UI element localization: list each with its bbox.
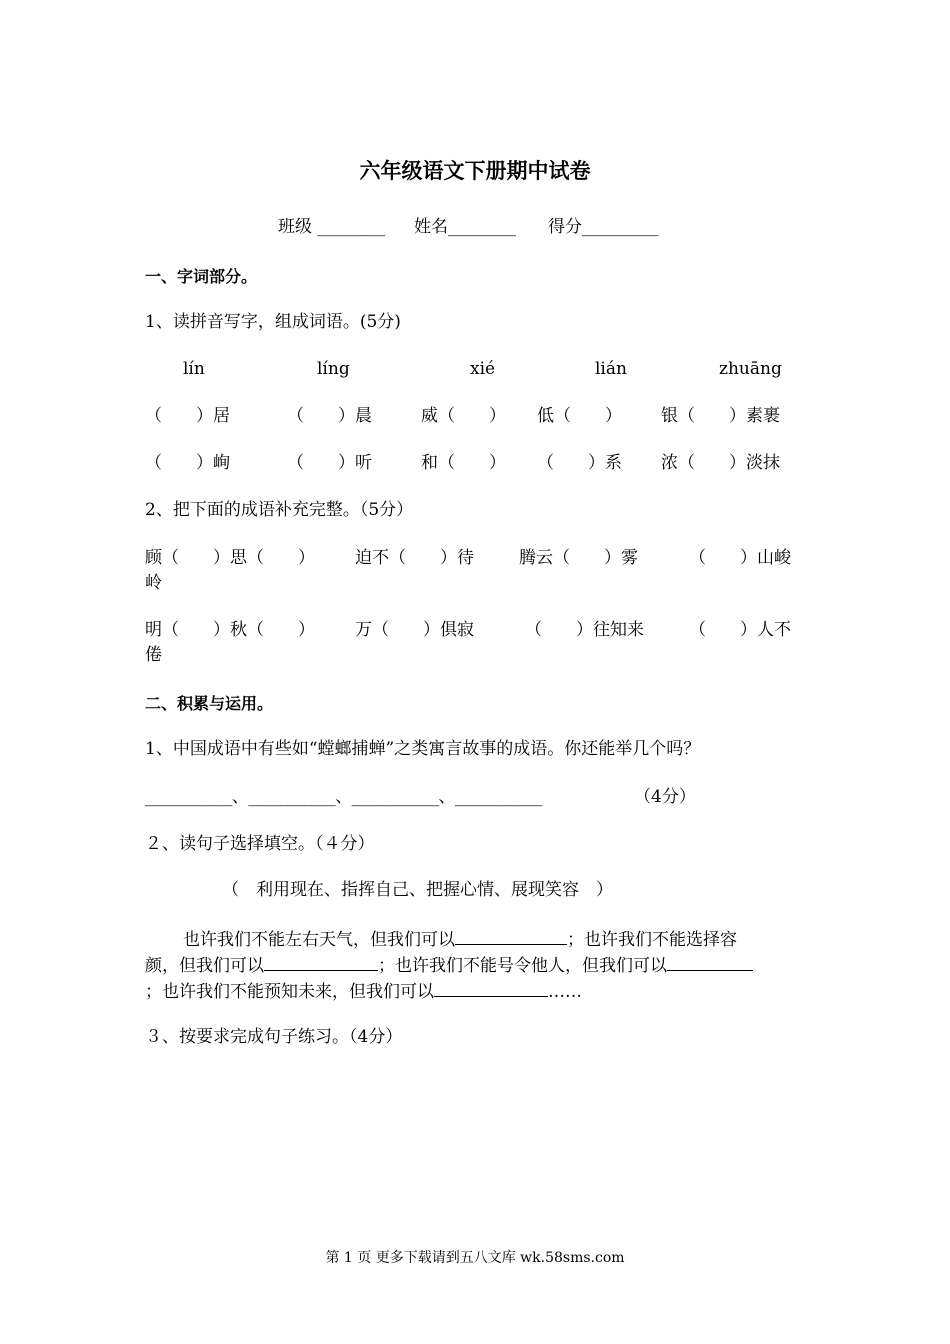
s2-q2-options: （ 利用现在、指挥自己、把握心情、展现笑容 ） xyxy=(222,880,613,900)
idiom-item: （ ）人不 xyxy=(689,620,791,640)
word-item: 威（ ） xyxy=(421,406,506,426)
word-item: （ ）听 xyxy=(287,453,372,473)
idiom-item: 腾云（ ）雾 xyxy=(519,548,638,568)
page-title: 六年级语文下册期中试卷 xyxy=(359,158,591,183)
score-field: 得分_________ xyxy=(548,217,659,237)
fill-paragraph-line-3 xyxy=(145,978,807,1005)
text-segment: 颜，但我们可以 xyxy=(145,956,264,976)
pinyin-item: zhuāng xyxy=(719,359,782,379)
answer-blank[interactable] xyxy=(455,926,567,945)
fill-paragraph-line-2 xyxy=(145,952,807,979)
answer-blank[interactable] xyxy=(667,952,753,971)
text-segment: ；也许我们不能选择容 xyxy=(567,930,737,950)
idiom-item: （ ）山峻 xyxy=(689,548,791,568)
word-item: （ ）系 xyxy=(537,453,622,473)
idiom-item: （ ）往知来 xyxy=(525,620,644,640)
s2-q2-prompt: ２、读句子选择填空。（４分） xyxy=(145,834,375,854)
idiom-item: 明（ ）秋（ ） xyxy=(145,620,315,640)
text-segment: ；也许我们不能号令他人，但我们可以 xyxy=(378,956,667,976)
idiom-answer-blanks: ___________、___________、___________、___________ xyxy=(145,787,542,807)
word-item: 浓（ ）淡抹 xyxy=(661,453,780,473)
fill-paragraph-line-1 xyxy=(145,926,807,953)
class-field: 班级 ________ xyxy=(278,217,386,237)
idiom-line-1-wrap: 岭 xyxy=(145,573,162,593)
idiom-item: 迫不（ ）待 xyxy=(355,548,474,568)
pinyin-item: lín xyxy=(183,359,205,379)
word-item: 和（ ） xyxy=(421,453,506,473)
idiom-item: 万（ ）俱寂 xyxy=(355,620,474,640)
answer-blank[interactable] xyxy=(434,978,548,997)
answer-blank[interactable] xyxy=(264,952,378,971)
idiom-item: 顾（ ）思（ ） xyxy=(145,548,315,568)
pinyin-item: líng xyxy=(317,359,350,379)
s2-q1-score: （4分） xyxy=(634,787,696,807)
word-item: 银（ ）素裹 xyxy=(661,406,780,426)
idiom-line-2-wrap: 倦 xyxy=(145,645,162,665)
s2-q3-prompt: ３、按要求完成句子练习。（4分） xyxy=(145,1027,403,1047)
text-segment: 也许我们不能左右天气，但我们可以 xyxy=(183,930,455,950)
pinyin-item: lián xyxy=(595,359,627,379)
q2-prompt: 2、把下面的成语补充完整。（5分） xyxy=(145,500,414,520)
s2-q1-prompt: 1、中国成语中有些如“螳螂捕蝉”之类寓言故事的成语。你还能举几个吗？ xyxy=(145,739,701,759)
pinyin-item: xié xyxy=(470,359,496,379)
name-field: 姓名________ xyxy=(414,217,516,237)
word-item: （ ）峋 xyxy=(145,453,230,473)
word-item: 低（ ） xyxy=(537,406,622,426)
q1-prompt: 1、读拼音写字，组成词语。(5分) xyxy=(145,312,401,332)
text-segment: ；也许我们不能预知未来，但我们可以 xyxy=(145,982,434,1002)
section2-heading: 二、积累与运用。 xyxy=(145,694,274,713)
text-segment: …… xyxy=(548,982,582,1002)
section1-heading: 一、字词部分。 xyxy=(145,267,258,286)
word-item: （ ）晨 xyxy=(287,406,372,426)
word-item: （ ）居 xyxy=(145,406,230,426)
page-footer: 第 1 页 更多下载请到五八文库 wk.58sms.com xyxy=(325,1250,625,1266)
